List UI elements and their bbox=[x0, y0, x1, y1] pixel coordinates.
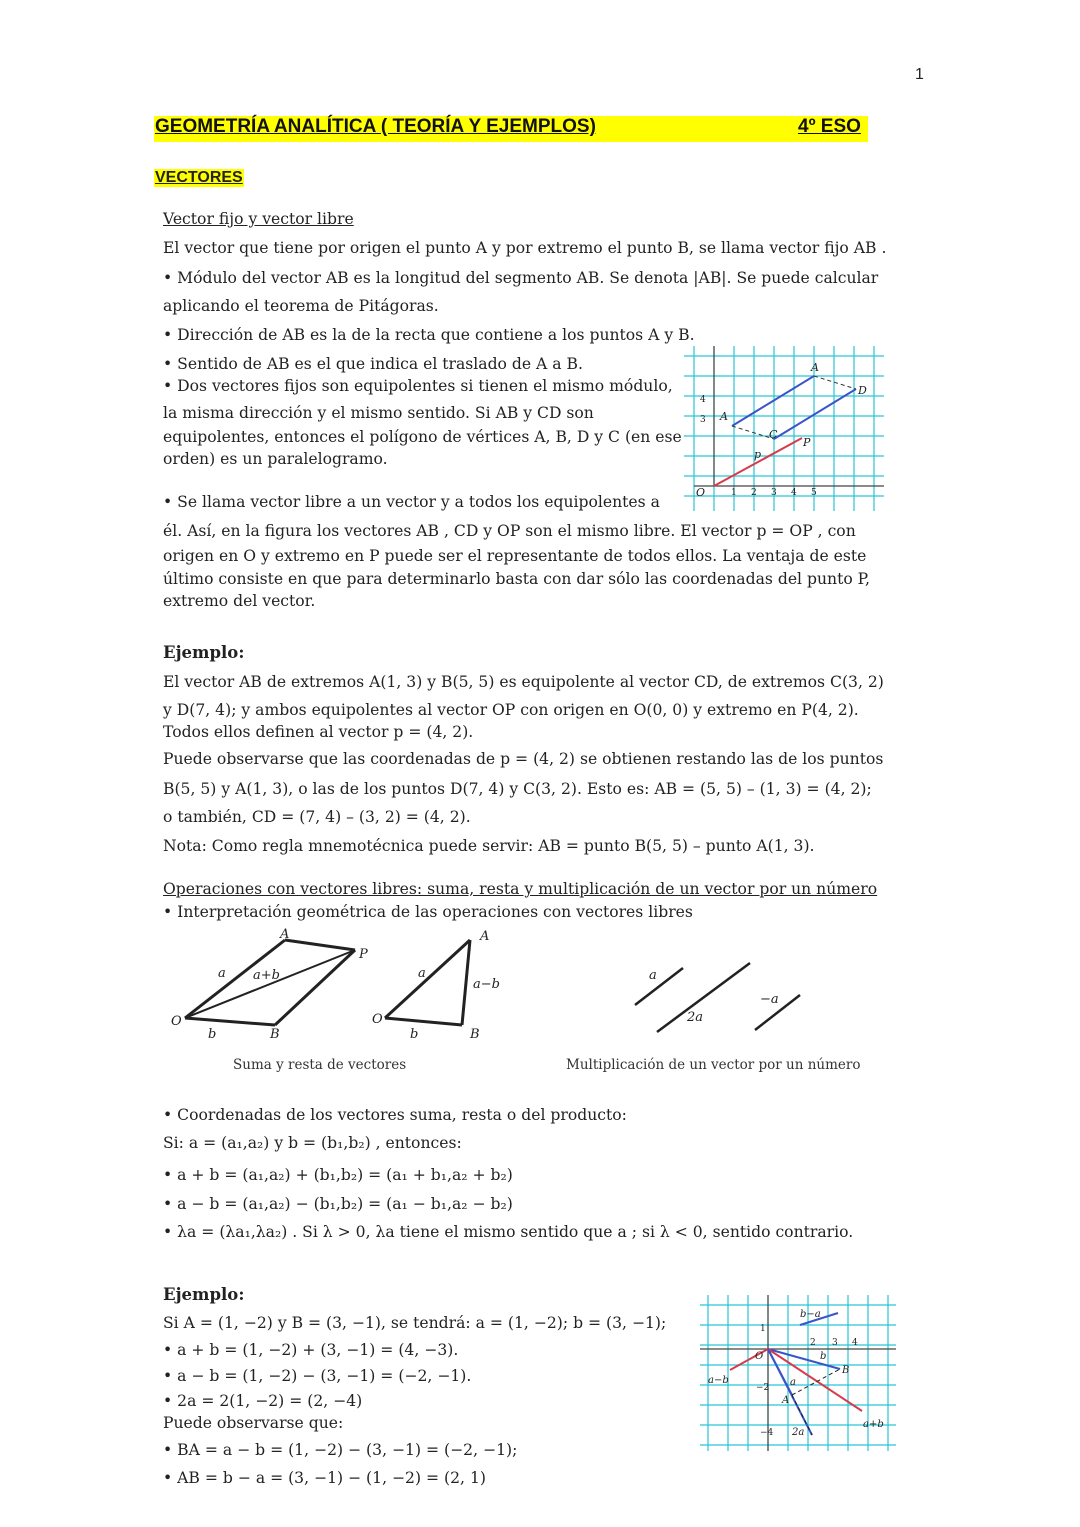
theory-line: • Dos vectores fijos son equipolentes si tienen el mismo módulo, bbox=[163, 377, 673, 395]
svg-text:a+b: a+b bbox=[863, 1419, 884, 1430]
svg-text:b−a: b−a bbox=[800, 1309, 821, 1320]
vector-operations-grid-figure bbox=[700, 1295, 896, 1451]
svg-text:a: a bbox=[649, 968, 657, 983]
svg-text:O: O bbox=[171, 1014, 182, 1029]
example-line: El vector AB de extremos A(1, 3) y B(5, 5) es equipolente al vector CD, de extremos C(3, 2) bbox=[163, 673, 884, 691]
svg-text:a: a bbox=[790, 1377, 796, 1388]
svg-text:2: 2 bbox=[751, 488, 757, 498]
operations-bullet: • Coordenadas de los vectores suma, resta o del producto: bbox=[163, 1106, 627, 1124]
example-line: • BA = a − b = (1, −2) − (3, −1) = (−2, −1); bbox=[163, 1441, 518, 1459]
svg-text:a+b: a+b bbox=[253, 968, 280, 983]
theory-line: extremo del vector. bbox=[163, 592, 316, 610]
vector-scalar-figure bbox=[625, 955, 815, 1045]
svg-text:P: P bbox=[359, 947, 368, 962]
svg-text:1: 1 bbox=[760, 1324, 766, 1334]
svg-text:a−b: a−b bbox=[708, 1375, 729, 1386]
svg-text:1: 1 bbox=[731, 488, 737, 498]
example-line: B(5, 5) y A(1, 3), o las de los puntos D(7, 4) y C(3, 2). Esto es: AB = (5, 5) – (1, 3) = (4, 2); bbox=[163, 780, 872, 798]
theory-line: • Se llama vector libre a un vector y a todos los equipolentes a bbox=[163, 493, 660, 511]
vector-difference-figure bbox=[370, 925, 510, 1045]
example-line: Nota: Como regla mnemotécnica puede servir: AB = punto B(5, 5) – punto A(1, 3). bbox=[163, 837, 815, 855]
vector-op bbox=[714, 438, 802, 486]
label-p: P bbox=[803, 436, 811, 449]
page-number: 1 bbox=[915, 66, 924, 83]
svg-text:4: 4 bbox=[791, 488, 797, 498]
label-a: A bbox=[720, 410, 728, 423]
page-title: GEOMETRÍA ANALÍTICA ( TEORÍA Y EJEMPLOS) bbox=[155, 116, 596, 137]
vector-sum-figure bbox=[165, 925, 375, 1045]
example-heading: Ejemplo: bbox=[163, 1285, 245, 1304]
svg-text:4: 4 bbox=[700, 395, 706, 405]
label-d: D bbox=[858, 384, 867, 397]
formula-line: • λa = (λa₁,λa₂) . Si λ > 0, λa tiene el mismo sentido que a ; si λ < 0, sentido contrario. bbox=[163, 1223, 854, 1241]
example-heading: Ejemplo: bbox=[163, 643, 245, 662]
svg-text:5: 5 bbox=[811, 488, 817, 498]
svg-text:b: b bbox=[410, 1027, 419, 1042]
theory-line: aplicando el teorema de Pitágoras. bbox=[163, 297, 439, 315]
theory-line: él. Así, en la figura los vectores AB , CD y OP son el mismo libre. El vector p = OP , con bbox=[163, 522, 856, 540]
theory-line: El vector que tiene por origen el punto A y por extremo el punto B, se llama vector fijo AB . bbox=[163, 239, 887, 257]
theory-line: • Módulo del vector AB es la longitud del segmento AB. Se denota |AB|. Se puede calcular bbox=[163, 269, 879, 287]
svg-text:3: 3 bbox=[771, 488, 777, 498]
example-line: Puede observarse que: bbox=[163, 1414, 344, 1432]
operations-bullet: • Interpretación geométrica de las operaciones con vectores libres bbox=[163, 903, 693, 921]
label-c: C bbox=[769, 428, 778, 441]
svg-text:4: 4 bbox=[852, 1338, 858, 1348]
svg-text:−2: −2 bbox=[756, 1383, 770, 1393]
theory-line: equipolentes, entonces el polígono de vértices A, B, D y C (en ese bbox=[163, 428, 682, 446]
example-line: • 2a = 2(1, −2) = (2, −4) bbox=[163, 1392, 363, 1410]
svg-text:2: 2 bbox=[810, 1338, 816, 1348]
svg-text:A: A bbox=[480, 929, 490, 944]
label-o: O bbox=[696, 486, 706, 499]
svg-text:a−b: a−b bbox=[473, 977, 500, 992]
svg-text:B: B bbox=[842, 1365, 850, 1376]
example-line: y D(7, 4); y ambos equipolentes al vector OP con origen en O(0, 0) y extremo en P(4, 2). bbox=[163, 701, 859, 719]
svg-text:a: a bbox=[418, 966, 426, 981]
svg-text:2a: 2a bbox=[792, 1427, 805, 1438]
svg-text:O: O bbox=[372, 1012, 383, 1027]
theory-line: orden) es un paralelogramo. bbox=[163, 450, 388, 468]
svg-text:B: B bbox=[470, 1027, 480, 1042]
svg-text:3: 3 bbox=[832, 1338, 838, 1348]
svg-text:a: a bbox=[218, 966, 226, 981]
svg-text:B: B bbox=[270, 1027, 280, 1042]
label-b: A bbox=[811, 361, 819, 374]
svg-text:−a: −a bbox=[760, 992, 779, 1007]
equipolent-vectors-figure bbox=[684, 346, 884, 511]
svg-text:A: A bbox=[280, 927, 290, 942]
svg-text:b: b bbox=[208, 1027, 217, 1042]
svg-text:−4: −4 bbox=[760, 1428, 774, 1438]
example-line: • a − b = (1, −2) − (3, −1) = (−2, −1). bbox=[163, 1367, 472, 1385]
example-line: Puede observarse que las coordenadas de p = (4, 2) se obtienen restando las de los puntos bbox=[163, 750, 884, 768]
example-line: Todos ellos definen al vector p = (4, 2). bbox=[163, 723, 474, 741]
theory-line: origen en O y extremo en P puede ser el representante de todos ellos. La ventaja de este bbox=[163, 547, 867, 565]
example-line: o también, CD = (7, 4) – (3, 2) = (4, 2). bbox=[163, 808, 471, 826]
theory-line: la misma dirección y el mismo sentido. Si AB y CD son bbox=[163, 404, 594, 422]
subsection-heading: Vector fijo y vector libre bbox=[163, 210, 354, 228]
course-level: 4º ESO bbox=[798, 116, 861, 137]
label-p-vec: p bbox=[754, 448, 762, 461]
theory-line: último consiste en que para determinarlo basta con dar sólo las coordenadas del punto P, bbox=[163, 570, 870, 588]
operations-heading: Operaciones con vectores libres: suma, resta y multiplicación de un vector por un número bbox=[163, 880, 878, 898]
svg-text:2a: 2a bbox=[687, 1010, 704, 1025]
vector-ab bbox=[732, 376, 814, 426]
example-line: • a + b = (1, −2) + (3, −1) = (4, −3). bbox=[163, 1341, 459, 1359]
svg-text:A: A bbox=[782, 1395, 790, 1406]
section-heading: VECTORES bbox=[155, 169, 243, 186]
example-line: Si A = (1, −2) y B = (3, −1), se tendrá: a = (1, −2); b = (3, −1); bbox=[163, 1314, 667, 1332]
formula-line: • a − b = (a₁,a₂) − (b₁,b₂) = (a₁ − b₁,a₂ − b₂) bbox=[163, 1195, 513, 1213]
formula-line: • a + b = (a₁,a₂) + (b₁,b₂) = (a₁ + b₁,a₂ + b₂) bbox=[163, 1166, 513, 1184]
example-line: • AB = b − a = (3, −1) − (1, −2) = (2, 1) bbox=[163, 1469, 486, 1487]
svg-text:O: O bbox=[755, 1351, 764, 1362]
theory-line: • Dirección de AB es la de la recta que contiene a los puntos A y B. bbox=[163, 326, 695, 344]
figure-caption: Suma y resta de vectores bbox=[233, 1057, 407, 1073]
svg-text:3: 3 bbox=[700, 415, 706, 425]
theory-line: • Sentido de AB es el que indica el traslado de A a B. bbox=[163, 355, 583, 373]
svg-text:b: b bbox=[820, 1351, 827, 1362]
figure-caption: Multiplicación de un vector por un número bbox=[566, 1057, 861, 1073]
operations-line: Si: a = (a₁,a₂) y b = (b₁,b₂) , entonces: bbox=[163, 1134, 462, 1152]
